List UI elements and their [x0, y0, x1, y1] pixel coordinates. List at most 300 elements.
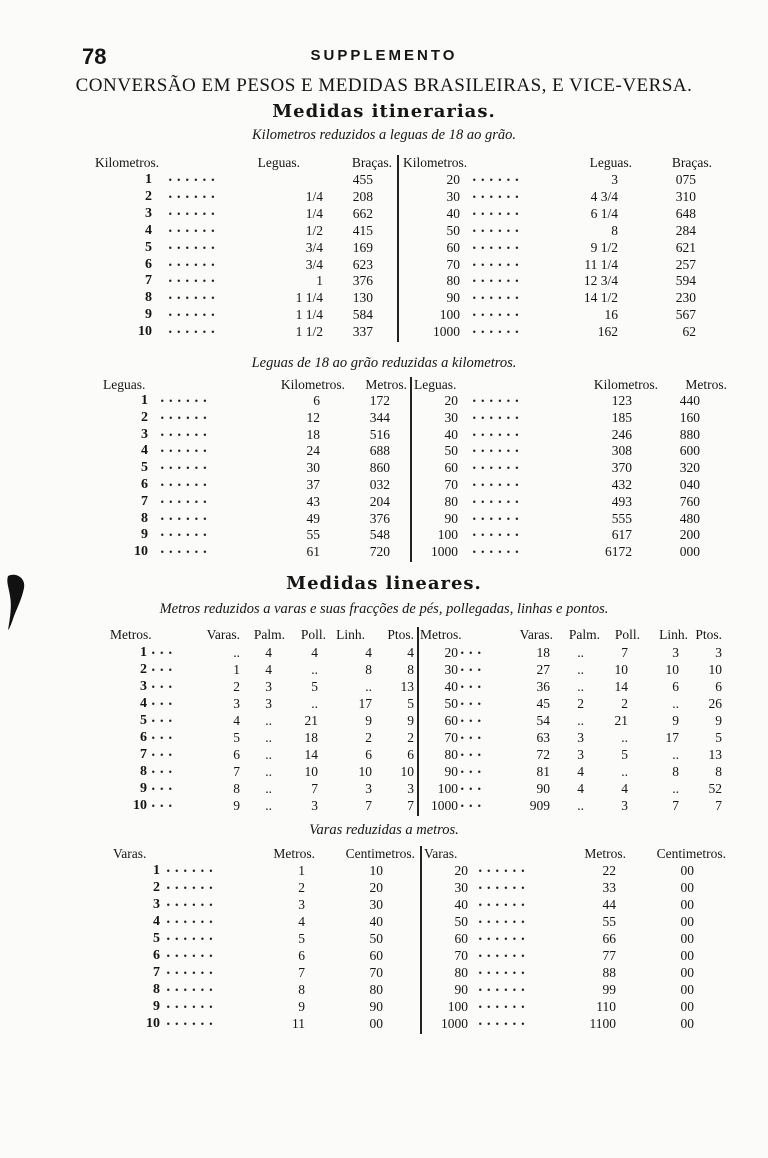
table-cell: ..	[621, 764, 628, 779]
table-cell: 2	[577, 696, 584, 711]
table-cell: 040	[679, 477, 700, 492]
table-cell: 6	[313, 393, 320, 408]
column-header: Braças.	[671, 155, 712, 170]
leader-dots: ...	[460, 643, 486, 658]
table-cell: 50	[446, 222, 460, 238]
table-cell: 4	[577, 781, 584, 796]
table-cell: 4	[233, 713, 240, 728]
leader-dots: ......	[168, 170, 220, 185]
table-cell: 00	[680, 897, 694, 912]
table-cell: 9	[715, 713, 722, 728]
table-cell: 24	[306, 443, 320, 459]
table-cell: 3	[577, 730, 584, 745]
table-cell: 320	[679, 460, 700, 476]
table-cell: 1000	[433, 324, 460, 340]
table-cell: 123	[611, 393, 632, 408]
table-cell: 3	[621, 798, 628, 813]
leader-dots: ......	[472, 305, 524, 321]
table-cell: 1	[141, 393, 148, 408]
table-cell: 6 1/4	[590, 205, 618, 221]
table-cell: 00	[680, 1016, 694, 1031]
table-cell: 7	[365, 798, 372, 813]
table-cell: 9	[141, 527, 148, 543]
table-cell: 860	[369, 460, 390, 476]
table-cell: 21	[614, 713, 628, 728]
table-cell: 10	[358, 764, 372, 779]
table-cell: 00	[680, 999, 694, 1014]
table-cell: 61	[306, 544, 320, 560]
leader-dots: ......	[472, 186, 524, 202]
leader-dots: ......	[472, 170, 524, 185]
table-cell: 4	[141, 443, 148, 459]
column-header: Varas.	[424, 846, 458, 861]
table-cell: 33	[602, 880, 616, 895]
column-header: Kilometros.	[403, 155, 468, 170]
table-cell: ..	[672, 747, 679, 762]
table-cell: 100	[447, 999, 468, 1014]
table-cell: 36	[536, 679, 550, 694]
table-cell: 90	[536, 781, 550, 796]
column-header: Metros.	[273, 846, 315, 861]
leader-dots: ...	[151, 745, 177, 760]
table-cell: 40	[454, 897, 468, 912]
column-header: Poll.	[300, 627, 326, 642]
table-cell: 455	[352, 172, 373, 187]
table-cell: 344	[369, 409, 390, 425]
table-cell: 185	[611, 409, 632, 425]
table-cell: 10	[369, 863, 383, 878]
table-cell: 13	[708, 747, 722, 762]
leader-dots: ......	[166, 912, 218, 927]
leader-dots: ......	[166, 929, 218, 944]
table-cell: 30	[306, 460, 320, 476]
table-cell: 720	[369, 544, 390, 560]
table-cell: 1/4	[305, 188, 323, 204]
table-cell: 3	[265, 679, 272, 694]
table-cell: 376	[352, 273, 373, 289]
table-cell: 60	[369, 948, 383, 963]
table-cell: 14	[304, 747, 318, 762]
table-cell: 617	[611, 527, 632, 543]
table-cell: 760	[679, 493, 700, 509]
table-cell: 1 1/4	[295, 307, 323, 323]
table-cell: 6	[153, 948, 160, 963]
column-header: Leguas.	[414, 377, 457, 392]
table-cell: 90	[446, 290, 460, 306]
leader-dots: ...	[151, 694, 177, 709]
table-cell: ..	[672, 781, 679, 796]
column-header: Kilometros.	[280, 377, 345, 392]
table-cell: 18	[304, 730, 318, 745]
table-cell: 909	[529, 798, 550, 813]
column-header: Linh.	[336, 627, 365, 642]
column-divider	[417, 627, 419, 816]
column-header: Ptos.	[387, 627, 414, 642]
leader-dots: ...	[151, 677, 177, 692]
leader-dots: ......	[472, 458, 524, 474]
table-cell: 22	[602, 863, 616, 878]
leader-dots: ......	[478, 878, 530, 893]
table-cell: 172	[369, 393, 390, 408]
leader-dots: ......	[168, 254, 220, 270]
table-cell: 9 1/2	[590, 239, 618, 255]
table-cell: 8	[141, 510, 148, 526]
column-header: Metros.	[110, 627, 152, 642]
table-cell: 63	[536, 730, 550, 745]
table-cell: ..	[311, 696, 318, 711]
column-header: Metros.	[420, 627, 462, 642]
table-cell: 5	[145, 239, 152, 255]
table-cell: 18	[306, 426, 320, 442]
table-cell: 7	[672, 798, 679, 813]
table-cell: 4	[577, 764, 584, 779]
column-divider	[420, 846, 422, 1034]
leader-dots: ......	[168, 220, 220, 236]
table-cell: 4	[407, 645, 414, 660]
table-cell: ..	[233, 645, 240, 660]
table-cell: 12	[306, 409, 320, 425]
table-cell: 8	[233, 781, 240, 796]
table-cell: 50	[444, 696, 458, 711]
table-cell: 5	[298, 931, 305, 946]
table-cell: 70	[446, 256, 460, 272]
table-cell: 6	[715, 679, 722, 694]
table-cell: 5	[141, 460, 148, 476]
leader-dots: ...	[460, 796, 486, 811]
table-cell: 1/2	[305, 222, 323, 238]
table-cell: 548	[369, 527, 390, 543]
table-cell: 5	[407, 696, 414, 711]
column-header: Metros.	[365, 377, 407, 392]
leader-dots: ......	[472, 391, 524, 406]
page-number: 78	[82, 44, 107, 69]
ink-blot-icon	[6, 572, 28, 632]
table-cell: 49	[306, 510, 320, 526]
table-cell: 1 1/2	[295, 324, 323, 340]
table-cell: 5	[153, 931, 160, 946]
table-cell: 3	[153, 897, 160, 912]
table-cell: 160	[679, 409, 700, 425]
table-cell: 6	[407, 747, 414, 762]
column-header: Metros.	[685, 377, 727, 392]
leader-dots: ......	[478, 946, 530, 961]
table-cell: 10	[614, 662, 628, 677]
table-cell: 5	[715, 730, 722, 745]
table-cell: 80	[454, 965, 468, 980]
table-cell: 1 1/4	[295, 290, 323, 306]
table-cell: 90	[444, 764, 458, 779]
table-cell: 00	[680, 880, 694, 895]
leader-dots: ...	[151, 796, 177, 811]
table-cell: 5	[233, 730, 240, 745]
table-cell: 3	[298, 897, 305, 912]
table-cell: 20	[444, 393, 458, 408]
table-cell: 4	[140, 696, 147, 711]
leader-dots: ......	[168, 186, 220, 202]
leader-dots: ......	[168, 322, 220, 338]
table-cell: 55	[306, 527, 320, 543]
table-cell: 2	[621, 696, 628, 711]
column-divider	[410, 377, 412, 562]
table-cell: 4	[265, 662, 272, 677]
table-cell: 8	[140, 764, 147, 779]
table-cell: 3	[577, 747, 584, 762]
table-cell: 204	[369, 493, 390, 509]
column-header: Palm.	[253, 627, 285, 642]
table-cell: 62	[682, 324, 696, 340]
table-cell: 9	[407, 713, 414, 728]
section-heading-itinerarias: Medidas itinerarias.	[272, 101, 496, 122]
table-cell: 90	[454, 982, 468, 997]
table-cell: 30	[444, 662, 458, 677]
table-cell: 230	[675, 290, 696, 306]
table-cell: 310	[675, 188, 696, 204]
table-cell: 4	[365, 645, 372, 660]
leader-dots: ......	[166, 963, 218, 978]
table-cell: 44	[602, 897, 616, 912]
table-cell: 8	[611, 222, 618, 238]
leader-dots: ......	[478, 963, 530, 978]
table-cell: 4	[311, 645, 318, 660]
table-cell: 10	[708, 662, 722, 677]
table-cell: 60	[446, 239, 460, 255]
leader-dots: ......	[478, 929, 530, 944]
table-cell: 00	[680, 965, 694, 980]
table-cell: ..	[577, 798, 584, 813]
table-cell: 70	[454, 948, 468, 963]
table-cell: 3	[672, 645, 679, 660]
table-cell: 337	[352, 324, 373, 340]
table-cell: 00	[680, 914, 694, 929]
table-cell: 621	[675, 239, 696, 255]
table-cell: 308	[611, 443, 632, 459]
table-cell: 7	[141, 493, 148, 509]
leader-dots: ......	[472, 475, 524, 490]
table-cell: 075	[675, 172, 696, 187]
table-cell: 493	[611, 493, 632, 509]
table-cell: 60	[444, 460, 458, 476]
table-cell: 10	[133, 798, 147, 813]
table-cell: 257	[675, 256, 696, 272]
table-caption-varas-to-metros: Varas reduzidas a metros.	[309, 822, 459, 838]
table-cell: 208	[352, 188, 373, 204]
leader-dots: ......	[166, 878, 218, 893]
table-cell: 370	[611, 460, 632, 476]
table-cell: 1000	[431, 544, 458, 560]
column-header: Varas.	[206, 627, 240, 642]
table-cell: 99	[602, 982, 616, 997]
table-cell: 37	[306, 477, 320, 492]
table-cell: 20	[446, 172, 460, 187]
table-cell: 6	[141, 477, 148, 492]
table-cell: 6	[140, 730, 147, 745]
table-cell: 130	[352, 290, 373, 306]
leader-dots: ...	[460, 762, 486, 777]
table-caption-metros-to-varas: Metros reduzidos a varas e suas fracções de pés, pollegadas, linhas e pontos.	[159, 601, 609, 617]
table-cell: 90	[444, 510, 458, 526]
table-cell: 1	[298, 863, 305, 878]
table-cell: 1	[145, 172, 152, 187]
column-header: Palm.	[568, 627, 600, 642]
table-cell: 88	[602, 965, 616, 980]
leader-dots: ......	[472, 220, 524, 236]
table-cell: 100	[439, 307, 460, 323]
table-cell: 52	[708, 781, 722, 796]
table-cell: 20	[444, 645, 458, 660]
table-cell: 4	[153, 914, 160, 929]
table-cell: 00	[369, 1016, 383, 1031]
leader-dots: ......	[160, 391, 212, 406]
column-header: Kilometros.	[95, 155, 160, 170]
table-cell: 4 3/4	[590, 188, 618, 204]
leader-dots: ......	[160, 491, 212, 507]
table-cell: 60	[444, 713, 458, 728]
table-cell: 6	[145, 256, 152, 272]
table-cell: 6	[672, 679, 679, 694]
table-cell: 584	[352, 307, 373, 323]
leader-dots: ......	[472, 237, 524, 253]
table-cell: 10	[146, 1016, 160, 1031]
leader-dots: ......	[478, 980, 530, 995]
table-cell: 55	[602, 914, 616, 929]
table-cell: ..	[265, 747, 272, 762]
table-cell: 40	[444, 426, 458, 442]
table-cell: 54	[536, 713, 550, 728]
column-header: Leguas.	[103, 377, 146, 392]
column-header: Braças.	[351, 155, 392, 170]
table-cell: 3	[611, 172, 618, 187]
table-cell: 9	[672, 713, 679, 728]
table-cell: 30	[454, 880, 468, 895]
table-cell: 45	[536, 696, 550, 711]
table-cell: 7	[233, 764, 240, 779]
table-cell: 516	[369, 426, 390, 442]
leader-dots: ......	[160, 407, 212, 423]
table-cell: 10	[665, 662, 679, 677]
table-cell: ..	[577, 679, 584, 694]
leader-dots: ......	[472, 542, 524, 558]
leader-dots: ...	[460, 677, 486, 692]
table-cell: 662	[352, 205, 373, 221]
table-cell: 6	[298, 948, 305, 963]
table-cell: 880	[679, 426, 700, 442]
table-cell: 376	[369, 510, 390, 526]
table-cell: 9	[145, 307, 152, 323]
table-cell: 81	[536, 764, 550, 779]
column-divider	[397, 155, 399, 342]
table-cell: 40	[444, 679, 458, 694]
table-cell: 3	[265, 696, 272, 711]
table-cell: 50	[369, 931, 383, 946]
table-cell: 13	[400, 679, 414, 694]
column-header: Leguas.	[257, 155, 300, 170]
table-cell: 480	[679, 510, 700, 526]
leader-dots: ......	[472, 508, 524, 524]
leader-dots: ...	[460, 694, 486, 709]
leader-dots: ......	[160, 475, 212, 490]
leader-dots: ...	[151, 643, 177, 658]
table-cell: 5	[311, 679, 318, 694]
table-cell: 688	[369, 443, 390, 459]
leader-dots: ...	[460, 728, 486, 743]
table-cell: 30	[446, 188, 460, 204]
leader-dots: ......	[166, 861, 218, 876]
table-cell: 10	[138, 324, 152, 340]
leader-dots: ......	[472, 441, 524, 457]
table-cell: 20	[454, 863, 468, 878]
table-cell: 3	[140, 679, 147, 694]
table-cell: 10	[304, 764, 318, 779]
table-cell: 6172	[605, 544, 632, 560]
table-cell: 30	[369, 897, 383, 912]
table-cell: 6	[233, 747, 240, 762]
column-header: Linh.	[659, 627, 688, 642]
leader-dots: ......	[472, 254, 524, 270]
table-cell: 032	[369, 477, 390, 492]
table-cell: 4	[298, 914, 305, 929]
table-cell: 3	[311, 798, 318, 813]
table-cell: 7	[715, 798, 722, 813]
table-cell: 70	[444, 730, 458, 745]
leader-dots: ......	[166, 997, 218, 1012]
leader-dots: ...	[460, 711, 486, 726]
leader-dots: ......	[168, 271, 220, 287]
table-cell: 7	[407, 798, 414, 813]
table-cell: 246	[611, 426, 632, 442]
table-cell: 90	[369, 999, 383, 1014]
table-cell: ..	[265, 764, 272, 779]
running-head: SUPPLEMENTO	[310, 47, 458, 64]
page-title: CONVERSÃO EM PESOS E MEDIDAS BRASILEIRAS, E VICE-VERSA.	[75, 75, 693, 96]
leader-dots: ......	[472, 203, 524, 219]
leader-dots: ...	[460, 660, 486, 675]
table-cell: 2	[407, 730, 414, 745]
table-cell: 80	[444, 747, 458, 762]
section-heading-lineares: Medidas lineares.	[286, 573, 482, 594]
table-cell: 17	[358, 696, 372, 711]
leader-dots: ......	[478, 1014, 530, 1029]
table-cell: 80	[369, 982, 383, 997]
column-header: Centimetros.	[656, 846, 726, 861]
leader-dots: ......	[166, 980, 218, 995]
table-cell: ..	[672, 696, 679, 711]
table-cell: 14 1/2	[583, 290, 618, 306]
leader-dots: ...	[151, 762, 177, 777]
table-cell: 4	[265, 645, 272, 660]
table-cell: 8	[298, 982, 305, 997]
table-cell: 8	[407, 662, 414, 677]
table-cell: 1/4	[305, 205, 323, 221]
table-caption-km-to-leguas: Kilometros reduzidos a leguas de 18 ao grão.	[252, 127, 516, 143]
table-cell: 8	[365, 662, 372, 677]
table-cell: 50	[454, 914, 468, 929]
table-cell: ..	[365, 679, 372, 694]
table-cell: 1	[153, 863, 160, 878]
table-cell: 80	[446, 273, 460, 289]
leader-dots: ...	[460, 745, 486, 760]
table-cell: ..	[577, 713, 584, 728]
table-cell: 1000	[441, 1016, 468, 1031]
table-cell: 16	[604, 307, 618, 323]
leader-dots: ......	[166, 1014, 218, 1029]
column-header: Varas.	[113, 846, 147, 861]
leader-dots: ...	[151, 711, 177, 726]
table-cell: 000	[679, 544, 700, 560]
table-cell: 40	[446, 205, 460, 221]
table-cell: 20	[369, 880, 383, 895]
table-cell: 2	[365, 730, 372, 745]
table-cell: 40	[369, 914, 383, 929]
